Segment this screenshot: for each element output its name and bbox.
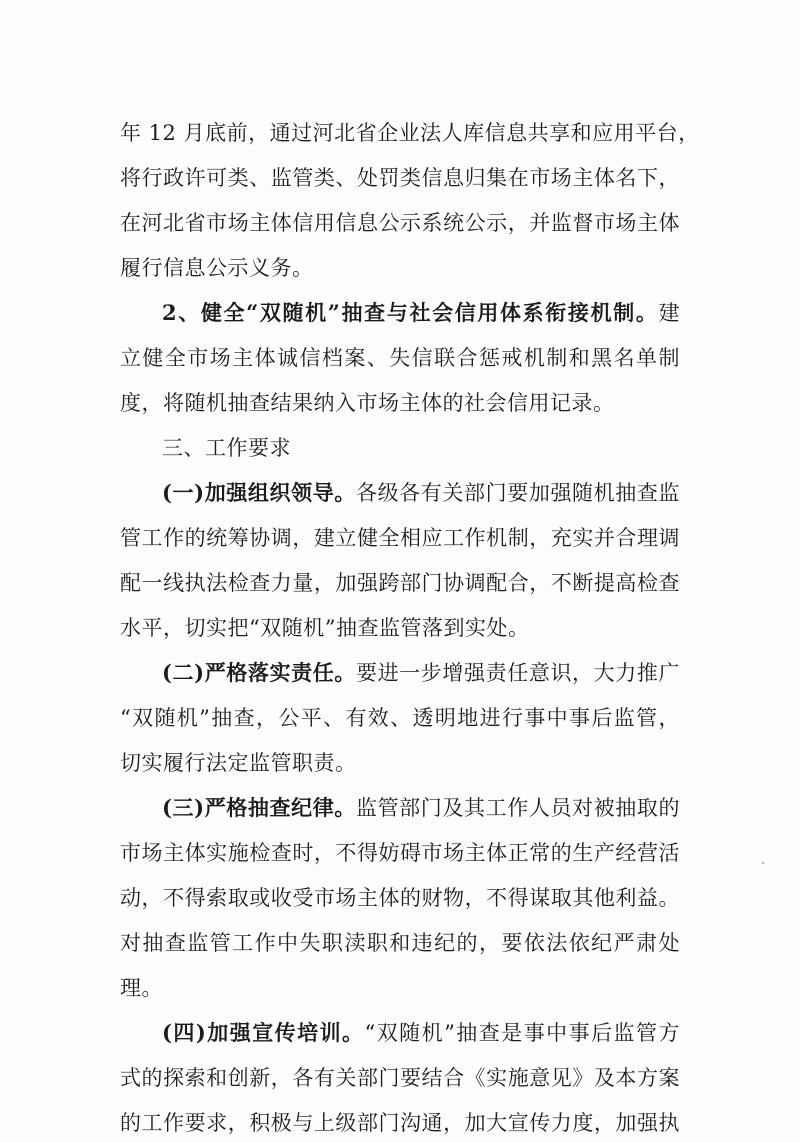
paragraph-4-heading: (二)严格落实责任。 [162,660,356,685]
paragraph-4-line-2: “双随机”抽查，公平、有效、透明地进行事中事后监管， [120,706,680,730]
paragraph-3-line-4: 水平，切实把“双随机”抽查监管落到实处。 [120,616,530,640]
paragraph-5-line-5: 理。 [120,976,163,1000]
paragraph-6-line-2: 式的探索和创新，各有关部门要结合《实施意见》及本方案 [120,1066,680,1090]
paragraph-5-first-line-text: 监管部门及其工作人员对被抽取的 [355,796,680,820]
paragraph-3-line-1 [162,473,680,513]
paragraph-2-heading: 2、健全“双随机”抽查与社会信用体系衔接机制。 [162,300,659,325]
paragraph-2-first-line-text: 建 [658,301,680,325]
paragraph-6-line-3: 的工作要求，积极与上级部门沟通，加大宣传力度，加强执 [120,1111,680,1135]
paragraph-1-line-4: 履行信息公示义务。 [120,256,314,280]
paragraph-3-heading: (一)加强组织领导。 [162,480,356,505]
paragraph-5-line-1 [162,788,680,828]
paragraph-6-heading: (四)加强宣传培训。 [162,1020,365,1045]
paragraph-1-line-2: 将行政许可类、监管类、处罚类信息归集在市场主体名下， [120,166,680,190]
paragraph-5-line-4: 对抽查监管工作中失职渎职和违纪的，要依法依纪严肃处 [120,931,680,955]
section-heading: 三、工作要求 [162,436,291,460]
paragraph-2-line-3: 度，将随机抽查结果纳入市场主体的社会信用记录。 [120,391,615,415]
scan-speck [762,862,764,864]
paragraph-3-line-3: 配一线执法检查力量，加强跨部门协调配合，不断提高检查 [120,571,680,595]
paragraph-5-heading: (三)严格抽查纪律。 [162,795,356,820]
paragraph-4-line-1 [162,653,680,693]
paragraph-2-line-1 [162,293,680,333]
paragraph-5-line-2: 市场主体实施检查时，不得妨碍市场主体正常的生产经营活 [120,841,680,865]
paragraph-6-line-1 [162,1013,680,1053]
paragraph-3-first-line-text: 各级各有关部门要加强随机抽查监 [355,481,680,505]
paragraph-3-line-2: 管工作的统筹协调，建立健全相应工作机制，充实并合理调 [120,526,680,550]
paragraph-2-line-2: 立健全市场主体诚信档案、失信联合惩戒机制和黑名单制 [120,346,680,370]
paragraph-4-first-line-text: 要进一步增强责任意识，大力推广 [355,661,680,685]
paragraph-1-line-1: 年 12 月底前，通过河北省企业法人库信息共享和应用平台， [120,121,700,145]
paragraph-1-line-3: 在河北省市场主体信用信息公示系统公示，并监督市场主体 [120,211,680,235]
paragraph-5-line-3: 动，不得索取或收受市场主体的财物，不得谋取其他利益。 [120,886,680,910]
paragraph-4-line-3: 切实履行法定监管职责。 [120,751,357,775]
paragraph-6-first-line-text: “双随机”抽查是事中事后监管方 [364,1021,680,1045]
